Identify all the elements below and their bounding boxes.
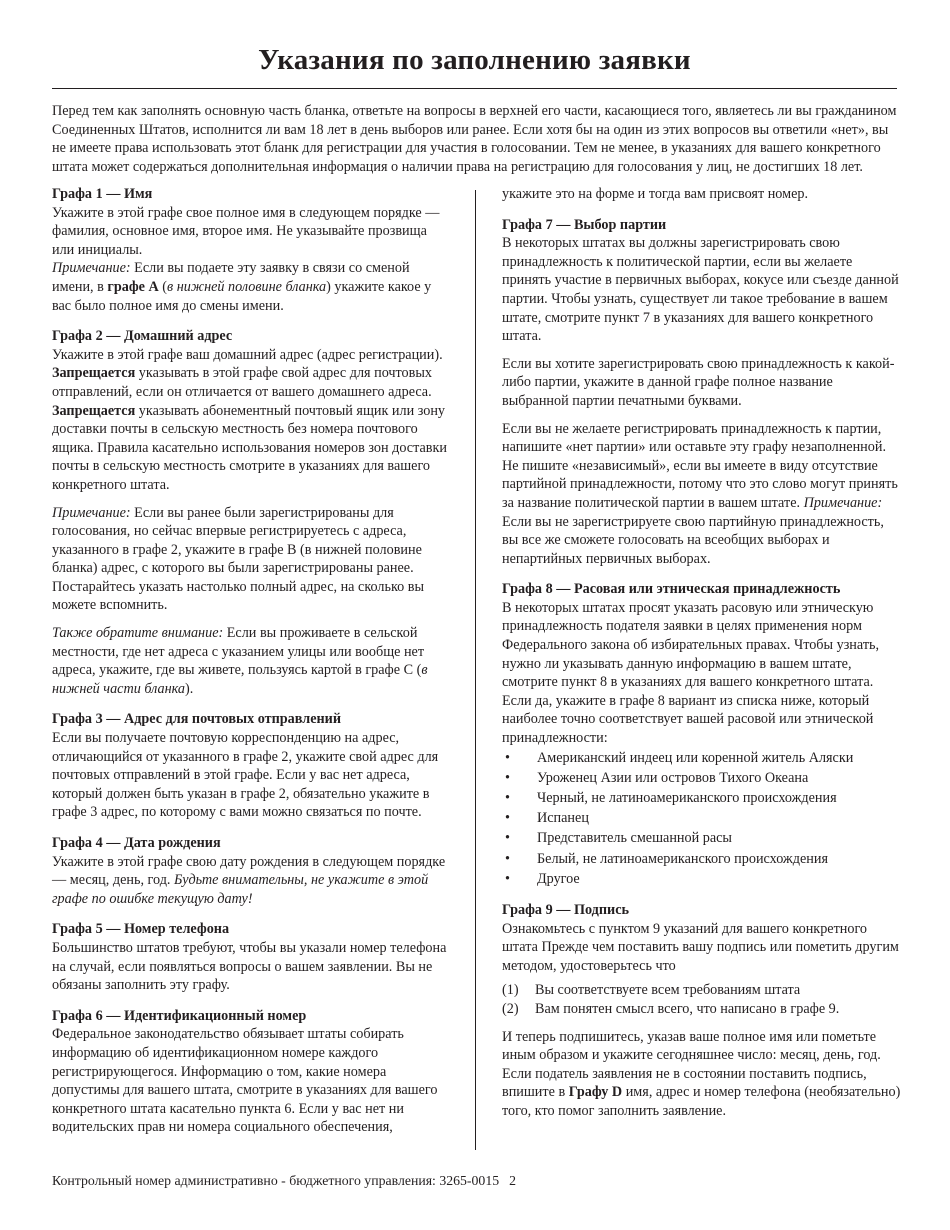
box4-section [52,834,452,908]
requirement-number: (1) [502,982,519,999]
box2-text [52,346,452,495]
box9-final-bold: Графу D [568,1084,623,1101]
box9-final [502,1028,902,1121]
race-option: • Белый, не латиноамериканского происхождения [502,849,902,869]
page-number: 2 [509,1173,517,1188]
right-column [502,185,902,1121]
box2-attention-text: Если вы проживаете в сельской местности, где нет адреса с указанием улицы или вообще нет адреса, укажите, где вы живете, пользуясь картой в графе С ( [52,625,425,679]
requirement-text: Вам понятен смысл всего, что написано в графе 9. [535,1001,840,1018]
box2-attention-end: ). [185,680,194,697]
box5-heading: Графа 5 — Номер телефона [52,921,230,938]
box4-text-warning: Будьте внимательны, не укажите в этой графе по ошибке текущую дату! [52,872,429,907]
box9-final-end: имя, адрес и номер телефона (необязательно) того, кто помог заполнить заявление. [502,1084,901,1119]
box2-note [52,504,452,616]
box9-text: Ознакомьтесь с пунктом 9 указаний для вашего конкретного штата Прежде чем поставить вашу подпись или пометить другим методом, удостоверьтесь что [502,920,899,974]
box4-heading: Графа 4 — Дата рождения [52,835,221,851]
box6-text: Федеральное законодательство обязывает штаты собирать информацию об идентификационном номере каждого регистрирующегося. Информацию о том, какие номера допустимы для вашего штата, смотрите в указаниях для вашего конкретного штата касательно пункта 6. Если у вас нет ни водительских прав ни номера социального обеспечения, [52,1026,438,1136]
race-option: • Испанец [502,808,902,828]
box2-text-3: указывать абонементный почтовый ящик или зону доставки почты в сельскую местность без номера почтового ящика. Правила касательно использования номеров зон доставки почты в сельскую местность смотрите в указаниях для вашего конкретного штата. [52,402,447,493]
box5-section [52,920,452,994]
box3-heading: Графа 3 — Адрес для почтовых отправлений [52,711,342,728]
box9-heading: Графа 9 — Подпись [502,902,629,919]
box8-section [502,580,902,889]
box1-note-paren: ( [158,278,168,295]
box7-text-1: В некоторых штатах вы должны зарегистрировать свою принадлежность к политической партии, если вы желаете принять участие в первичных выборах, кокусе или съезде данной партии. Чтобы узнать, существует ли такое требование в вашем штате, смотрите пункт 7 в указаниях для вашего конкретного штата. [502,235,899,345]
box8-heading: Графа 8 — Расовая или этническая принадлежность [502,581,841,598]
box3-text: Если вы получаете почтовую корреспонденцию на адрес, отличающийся от указанного в графе 2, укажите свой адрес для почтовых отправлений в этой графе. Если у вас нет адреса, который должен быть указан в графе 2, обязательно укажите в графе 3 адрес, по которому с вами можно связаться по почте. [52,730,439,821]
omb-control-number: Контрольный номер административно - бюджетного управления: 3265-0015 [52,1173,500,1188]
requirement-number: (2) [502,1001,519,1018]
box2-attention-label: Также обратите внимание: [52,625,224,642]
box6-continuation: укажите это на форме и тогда вам присвоят номер. [502,186,809,202]
box4-text-main: Укажите в этой графе свою дату рождения в следующем порядке — месяц, день, год. [52,853,446,889]
requirement-item [502,981,902,1000]
box1-note-italic: в нижней половине бланка [167,278,327,295]
box1-note [52,259,452,315]
left-column [52,185,452,1137]
box2-note-text: Если вы ранее были зарегистрированы для голосования, но сейчас впервые регистрируетесь с адреса, указанного в графе 2, укажите в графе B (в нижней половине бланка) адрес, с которого вы были зарегистрированы ранее. Постарайтесь указать настолько полный адрес, на сколько вы можете вспомнить. [52,504,424,614]
box7-section [502,216,902,569]
box1-note-text: Если вы подаете эту заявку в связи со сменой имени, в [52,260,410,295]
box2-prohibited-2: Запрещается [52,402,136,419]
race-option: • Представитель смешанной расы [502,828,902,848]
race-option: • Американский индеец или коренной житель Аляски [502,748,902,768]
box1-section [52,185,452,315]
box9-section [502,901,902,1121]
box2-text-1: Укажите в этой графе ваш домашний адрес (адрес регистрации). [52,346,443,363]
footer [52,1173,516,1189]
box6-heading: Графа 6 — Идентификационный номер [52,1007,307,1024]
box1-text: Укажите в этой графе свое полное имя в следующем порядке — фамилия, основное имя, второе имя. Не указывайте прозвища или инициалы. [52,204,440,258]
title-divider [52,88,897,89]
box3-section [52,710,452,822]
box4-text [52,853,452,909]
box2-attention-italic: в нижней части бланка [52,662,428,697]
box7-text-2: Если вы хотите зарегистрировать свою принадлежность к какой-либо партии, укажите в данной графе полное название выбранной партии печатными буквами. [502,355,895,409]
box2-heading: Графа 2 — Домашний адрес [52,328,233,345]
page-title: Указания по заполнению заявки [258,44,691,76]
box7-heading: Графа 7 — Выбор партии [502,216,667,233]
box2-note-label: Примечание: [52,504,131,521]
box7-text-3-main: Если вы не желаете регистрировать принадлежность к партии, напишите «нет партии» или оставьте эту графу незаполненной. Не пишите «независимый», если вы имеете в виду отсутствие партийной принадлежности, потому что это слово могут принять за название политической партии в вашем штате. [502,420,898,511]
box1-heading: Графа 1 — Имя [52,186,153,202]
column-divider [475,190,476,1150]
race-option: • Другое [502,869,902,889]
box2-prohibited-1: Запрещается [52,365,136,382]
box7-note-text: Если вы не зарегистрируете свою партийную принадлежность, вы все же сможете голосовать на всеобщих выборах и непартийных первичных выборах. [502,513,884,567]
race-option: • Черный, не латиноамериканского происхождения [502,788,902,808]
box9-requirements-list [502,981,902,1018]
box1-note-end: ) укажите какое у вас было полное имя до смены имени. [52,278,432,314]
intro-paragraph: Перед тем как заполнять основную часть бланка, ответьте на вопросы в верхней его части, касающиеся того, являетесь ли вы гражданином Соединенных Штатов, исполнится ли вам 18 лет в день выборов или ранее. Если хотя бы на один из этих вопросов вы ответили «нет», вы не имеете права использовать этот бланк для регистрации для участия в голосовании. Тем не менее, в указаниях для вашего конкретного штата может содержаться дополнительная информация о наличии права на регистрацию для голосования у лиц, не достигших 18 лет. [52,103,897,175]
box2-section [52,327,452,698]
requirement-item [502,1000,902,1019]
box1-note-label: Примечание: [52,260,131,277]
box7-text-3 [502,420,902,569]
race-options-list [502,748,902,889]
requirement-text: Вы соответствуете всем требованиям штата [535,982,801,999]
box1-note-bold: графе А [107,278,159,295]
box7-note-label: Примечание: [803,494,883,511]
race-option: • Уроженец Азии или островов Тихого Океана [502,768,902,788]
box9-final-text: И теперь подпишитесь, указав ваше полное имя или пометьте иным образом и укажите сегодняшнее число: месяц, день, год. Если податель заявления не в состоянии поставить подпись, впишите в [502,1028,881,1101]
box2-attention [52,624,452,698]
box5-text: Большинство штатов требуют, чтобы вы указали номер телефона на случай, если появляться вопросы о вашем заявлении. Вы не обязаны заполнить эту графу. [52,939,447,994]
box6-section [52,1007,452,1137]
box8-text: В некоторых штатах просят указать расовую или этническую принадлежность подателя заявки в целях применения норм Федерального закона об избирательных правах. Чтобы узнать, нужно ли указывать данную информацию в вашем штате, смотрите пункт 8 в указаниях для вашего конкретного штата. Если да, укажите в графе 8 вариант из списка ниже, который наиболее точно соответствует вашей расовой или этнической принадлежности: [502,599,880,747]
box2-text-2: указывать в этой графе свой адрес для почтовых отправлений, если он отличается от вашего домашнего адреса. [52,365,432,400]
